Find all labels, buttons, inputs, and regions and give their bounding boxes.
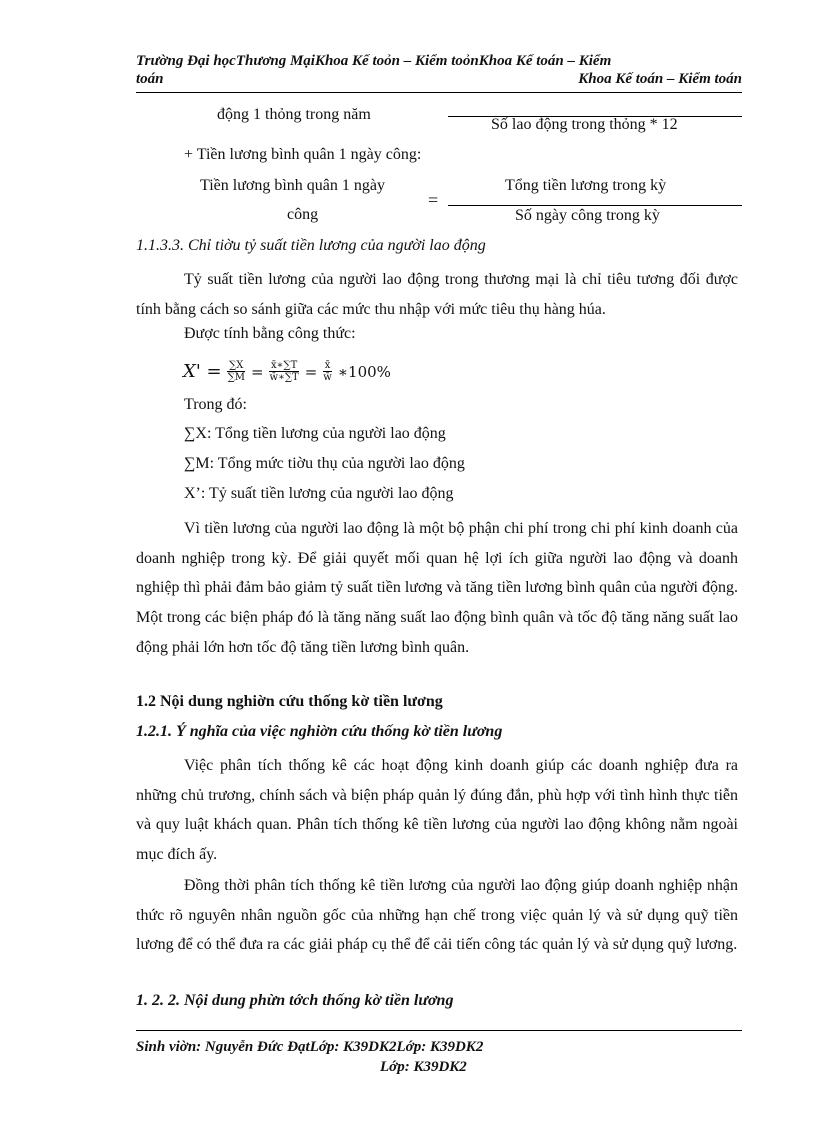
formula3-f3-num: x̄ xyxy=(324,360,331,371)
paragraph-2 xyxy=(136,514,738,663)
formula3-f2-den: w̄∗∑T xyxy=(269,372,299,383)
formula3-tail: ∗100% xyxy=(337,362,391,381)
formula2-equals: = xyxy=(428,190,439,210)
formula3-f1-num: ∑X xyxy=(229,360,244,371)
definition-2: ∑M: Tổng mức tiờu thụ của người lao động xyxy=(184,455,465,472)
where-label: Trong đó: xyxy=(184,396,247,413)
formula2-numerator: Tổng tiền lương trong kỳ xyxy=(505,177,667,194)
formula3-fraction-2 xyxy=(268,360,301,383)
paragraph-4 xyxy=(136,871,738,960)
formula-3 xyxy=(183,360,391,383)
formula3-eq3: = xyxy=(304,362,318,381)
section-heading-1-2: 1.2 Nội dung nghiờn cứu thống kờ tiền lương xyxy=(136,693,443,710)
page-footer xyxy=(136,1037,742,1077)
definition-1: ∑X: Tổng tiền lương của người lao động xyxy=(184,425,446,442)
formula3-fraction-3 xyxy=(321,360,334,383)
paragraph-3-text: Việc phân tích thống kê các hoạt động kinh doanh giúp các doanh nghiệp đưa ra những chủ trương, chính sách và biện pháp quản lý đúng đắn, phù hợp với tình hình thực tiễn và quy luật khách quan. Phân tích thống kê tiền lương của người lao động không nằm ngoài mục đích ấy. xyxy=(136,757,738,864)
paragraph-4-text: Đồng thời phân tích thống kê tiền lương của người lao động giúp doanh nghiệp nhận thức rõ nguyên nhân nguồn gốc của những hạn chế trong việc quản lý và sử dụng quỹ tiền lương để có thể đưa ra các giải pháp cụ thể để cải tiến công tác quản lý và sử dụng quỹ lương. xyxy=(136,877,738,954)
page-header xyxy=(136,52,742,88)
header-line-1: Trường Đại họcThương MạiKhoa Kế toỏn – Kiểm toỏnKhoa Kế toán – Kiểm xyxy=(136,53,612,69)
formula3-f1-den: ∑M xyxy=(227,372,245,383)
paragraph-2-text: Vì tiền lương của người lao động là một bộ phận chi phí trong chi phí kinh doanh của doanh nghiệp trong kỳ. Để giải quyết mối quan hệ lợi ích giữa người lao động và doanh nghiệp thì phải đảm bảo giảm tỷ suất tiền lương và tăng tiền lương bình quân của người động. Một trong các biện pháp đó là tăng năng suất lao động bình quân và tốc độ tăng năng suất lao động phải lớn hơn tốc độ tăng tiền lương bình quân. xyxy=(136,520,738,656)
section-heading-1-2-2: 1. 2. 2. Nội dung phừn tớch thống kờ tiền lương xyxy=(136,992,454,1009)
formula3-lhs: X' = xyxy=(183,361,222,382)
header-line-2-left: toán xyxy=(136,71,164,87)
header-line-2 xyxy=(136,70,742,88)
paragraph-3 xyxy=(136,751,738,870)
formula3-eq2: = xyxy=(250,362,264,381)
formula2-denominator: Số ngày công trong kỳ xyxy=(515,207,660,224)
paragraph-1-text: Tỷ suất tiền lương của người lao động trong thương mại là chỉ tiêu tương đối được tính bằng cách so sánh giữa các mức thu nhập với mức tiêu thụ hàng húa. xyxy=(136,271,738,318)
paragraph-1 xyxy=(136,265,738,324)
footer-line-1: Sinh viờn: Nguyễn Đức ĐạtLớp: K39DK2Lớp: K39DK2 xyxy=(136,1039,484,1055)
formula2-left-line1: Tiền lương bình quân 1 ngày xyxy=(200,177,385,194)
formula2-left-line2: công xyxy=(287,206,319,223)
formula1-denominator: Số lao động trong thỏng * 12 xyxy=(491,116,678,133)
formula2-fraction-line xyxy=(448,205,742,206)
footer-line-2: Lớp: K39DK2 xyxy=(380,1059,467,1075)
section-heading-1-1-3-3: 1.1.3.3. Chỉ tiờu tỷ suất tiền lương của người lao động xyxy=(136,237,486,254)
formula3-f2-num: x̄∗∑T xyxy=(271,360,298,371)
formula2-intro: + Tiền lương bình quân 1 ngày công: xyxy=(184,146,422,163)
header-rule xyxy=(136,92,742,93)
header-line-2-right: Khoa Kế toán – Kiểm toán xyxy=(578,71,742,87)
formula3-fraction-1 xyxy=(226,360,247,383)
formula3-f3-den: w̄ xyxy=(323,372,332,383)
definition-3: X’: Tỷ suất tiền lương của người lao động xyxy=(184,485,454,502)
section-heading-1-2-1: 1.2.1. Ý nghĩa của việc nghiờn cứu thống kờ tiền lương xyxy=(136,723,503,740)
formula-intro: Được tính bằng công thức: xyxy=(184,325,356,342)
formula1-left-tail: động 1 thỏng trong năm xyxy=(217,106,371,123)
footer-rule xyxy=(136,1030,742,1031)
